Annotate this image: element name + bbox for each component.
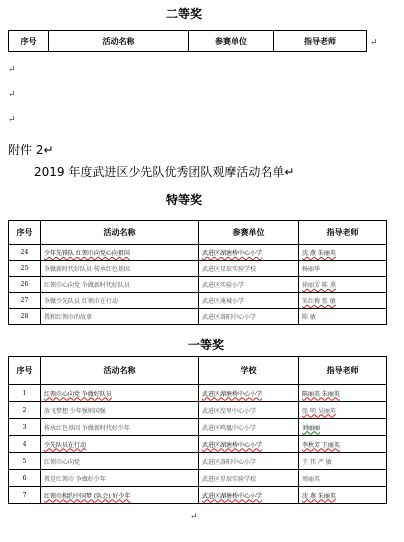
row-no: 26 <box>9 277 41 293</box>
school-name: 武进区鸣凰中心小学 <box>199 419 299 436</box>
teacher-name: 周丽英 <box>299 470 387 487</box>
row-no: 25 <box>9 261 41 277</box>
unit-name: 武进区淹城小学 <box>199 293 299 309</box>
paragraph-mark: ↵ <box>8 90 16 100</box>
unit-name: 武进区星辰实验学校 <box>199 261 299 277</box>
table-row <box>9 293 387 309</box>
activity-name: 红领巾心向党 <box>41 453 199 470</box>
activity-name: 我和红领巾的故事 <box>41 309 199 325</box>
activity-name: 放飞梦想 少年强则国强 <box>41 402 199 419</box>
activity-name: 传承红色基因 争做新时代好少年 <box>41 419 199 436</box>
row-no: 1 <box>9 385 41 402</box>
first-prize-table <box>8 356 387 504</box>
school-name: 武进区星辰实验学校 <box>199 470 299 487</box>
row-no: 2 <box>9 402 41 419</box>
activity-name: 红领巾相约中国梦 (队会) 好少年 <box>44 492 131 500</box>
header-activity: 活动名称 <box>41 357 199 385</box>
row-no: 27 <box>9 293 41 309</box>
activity-name: 少先队员在行动 <box>44 441 87 449</box>
row-no: 24 <box>9 245 41 261</box>
school-name: 武进区洛阳中心小学 <box>199 453 299 470</box>
table-row <box>9 385 387 402</box>
row-no: 5 <box>9 453 41 470</box>
teacher-name: 刘丽丽 <box>302 424 321 432</box>
table-row <box>9 487 387 504</box>
second-prize-title: 二等奖 <box>166 7 203 21</box>
header-no: 序号 <box>9 357 41 385</box>
activity-name: 争做新时代好队员 传承红色基因 <box>41 261 199 277</box>
header-teacher: 指导老师 <box>274 31 367 52</box>
header-teacher: 指导老师 <box>299 357 387 385</box>
header-teacher: 指导老师 <box>299 221 387 245</box>
teacher-name: 徐丽芳 陈 燕 <box>302 282 336 289</box>
teacher-name: 王 伟 严 敏 <box>299 453 387 470</box>
activity-name: 我是红领巾 争做好少年 <box>41 470 199 487</box>
table-row <box>9 261 387 277</box>
header-unit: 参赛单位 <box>189 31 274 52</box>
school-name: 武进区湖塘桥中心小学 <box>202 492 263 500</box>
row-no: 7 <box>9 487 41 504</box>
paragraph-mark: ↵ <box>8 65 16 75</box>
row-no: 3 <box>9 419 41 436</box>
teacher-name: 沈 燕 朱丽英 <box>302 492 336 500</box>
row-no: 4 <box>9 436 41 453</box>
table-row <box>9 419 387 436</box>
teacher-name: 陈 敏 <box>299 309 387 325</box>
table-row <box>9 436 387 453</box>
header-unit: 参赛单位 <box>199 221 299 245</box>
table-row <box>9 309 387 325</box>
table-row <box>9 470 387 487</box>
table-row <box>9 277 387 293</box>
teacher-name: 李秋芳 王丽英 <box>302 441 340 449</box>
activity-name: 红领巾心向党 争做新时代好队员 <box>41 277 199 293</box>
table-row <box>9 245 387 261</box>
teacher-name: 朱红梅 张 敏 <box>302 298 336 305</box>
teacher-name: 杨丽华 <box>299 261 387 277</box>
header-activity: 活动名称 <box>41 221 199 245</box>
teacher-name: 沈 燕 朱丽英 <box>302 250 336 257</box>
paragraph-mark: ↵ <box>370 38 378 48</box>
document-title: 2019 年度武进区少先队优秀团队观摩活动名单↵ <box>34 165 295 179</box>
header-no: 序号 <box>9 221 41 245</box>
attachment-label: 附件 2↵ <box>8 143 54 157</box>
paragraph-mark: ↵ <box>190 512 198 522</box>
school-name: 武进区湖塘桥中心小学 <box>202 390 263 398</box>
table-row <box>9 402 387 419</box>
unit-name: 武进区湖塘桥中心小学 <box>202 250 263 257</box>
unit-name: 武进区洛阳中心小学 <box>199 309 299 325</box>
teacher-name: 陈丽英 朱丽英 <box>302 390 340 398</box>
header-activity: 活动名称 <box>49 31 189 52</box>
special-prize-table <box>8 220 387 325</box>
header-school: 学校 <box>199 357 299 385</box>
school-name: 武进区湖塘桥中心小学 <box>202 441 263 449</box>
paragraph-mark: ↵ <box>8 115 16 125</box>
table-row <box>9 453 387 470</box>
second-prize-table <box>8 30 367 52</box>
unit-name: 武进区实验小学 <box>199 277 299 293</box>
activity-name: 争做少先队员 红领巾在行动 <box>41 293 199 309</box>
school-name: 武进区湟里中心小学 <box>199 402 299 419</box>
row-no: 6 <box>9 470 41 487</box>
activity-name: 少年先锋队 红领巾向党心向祖国 <box>44 250 130 257</box>
header-no: 序号 <box>9 31 49 52</box>
teacher-name: 张 明 吴丽英 <box>302 407 336 415</box>
activity-name: 红领巾心向党 争做好队员 <box>44 390 112 398</box>
row-no: 28 <box>9 309 41 325</box>
first-prize-title: 一等奖 <box>188 338 225 352</box>
special-prize-title: 特等奖 <box>166 193 203 207</box>
